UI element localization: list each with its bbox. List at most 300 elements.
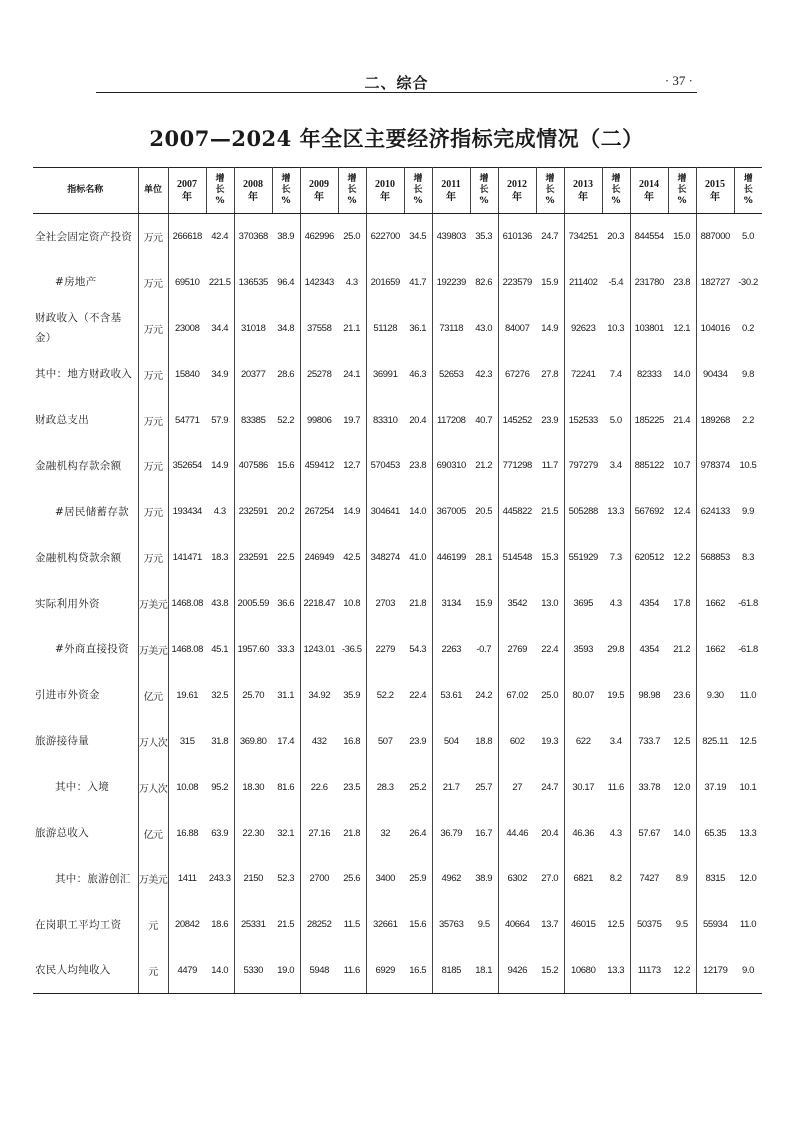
growth-cell: 14.0 <box>668 810 696 856</box>
column-header-year <box>498 168 536 214</box>
value-cell: 602 <box>509 735 525 747</box>
value-cell: 23008 <box>175 322 200 334</box>
growth-cell: 31.8 <box>206 718 234 764</box>
value-cell: 65.35 <box>704 827 727 839</box>
growth-cell: 41.7 <box>404 259 432 305</box>
growth-cell: 24.7 <box>536 214 564 260</box>
value-cell: 620512 <box>634 552 664 564</box>
value-cell: 34.92 <box>308 689 331 701</box>
year-suffix: 年 <box>512 191 522 203</box>
table-row <box>33 351 762 397</box>
value-cell: 2005.59 <box>237 598 270 610</box>
value-cell: 185225 <box>634 414 664 426</box>
growth-label-char: % <box>215 196 225 206</box>
growth-cell: 10.7 <box>668 443 696 489</box>
value-cell: 8185 <box>432 948 470 994</box>
growth-cell: 20.4 <box>404 397 432 443</box>
indicator-unit: 万元 <box>138 259 168 305</box>
growth-cell: 8.9 <box>668 856 696 902</box>
value-cell: 1662 <box>705 643 726 655</box>
growth-cell: 2.2 <box>741 414 754 426</box>
growth-cell: 27.8 <box>536 351 564 397</box>
indicator-name: 金融机构贷款余额 <box>33 535 138 581</box>
year-suffix: 年 <box>314 191 324 203</box>
growth-cell: 21.4 <box>668 397 696 443</box>
growth-cell: 12.2 <box>668 535 696 581</box>
value-cell: 266618 <box>172 231 202 243</box>
value-cell: 3542 <box>507 598 528 610</box>
value-cell: 37558 <box>307 322 332 334</box>
value-cell: 4354 <box>639 598 660 610</box>
growth-cell: 20.4 <box>536 810 564 856</box>
table-row <box>33 489 762 535</box>
value-cell: 505288 <box>568 506 598 518</box>
column-header-growth <box>734 168 762 214</box>
table-row <box>33 305 762 351</box>
value-cell: 192239 <box>436 276 466 288</box>
growth-cell: 11.7 <box>536 443 564 489</box>
growth-cell: 21.8 <box>338 810 366 856</box>
growth-cell: 9.8 <box>741 368 754 380</box>
value-cell: 6821 <box>573 873 594 885</box>
value-cell: 104016 <box>700 322 730 334</box>
value-cell: 622700 <box>370 231 400 243</box>
growth-cell: 15.9 <box>536 259 564 305</box>
indicator-name: 实际利用外资 <box>33 581 138 627</box>
growth-cell: 24.2 <box>470 672 498 718</box>
growth-cell: 12.4 <box>668 489 696 535</box>
value-cell: 825.11 <box>702 735 729 747</box>
value-cell: 733.7 <box>638 735 661 747</box>
growth-cell: 13.3 <box>602 948 630 994</box>
growth-cell: 12.0 <box>739 873 757 885</box>
growth-cell: 16.7 <box>470 810 498 856</box>
column-header-growth <box>404 168 432 214</box>
table-row <box>33 810 762 856</box>
value-cell: 4354 <box>639 643 660 655</box>
value-cell: 27.16 <box>308 827 331 839</box>
value-cell: 67276 <box>505 368 530 380</box>
growth-cell: 34.5 <box>404 214 432 260</box>
value-cell: 1957.60 <box>237 643 270 655</box>
growth-cell: 3.4 <box>602 718 630 764</box>
growth-cell: 22.4 <box>536 627 564 673</box>
growth-cell: 34.9 <box>206 351 234 397</box>
growth-cell: 31.1 <box>272 672 300 718</box>
growth-label-char: 增 <box>545 174 555 184</box>
growth-label-char: 增 <box>281 174 291 184</box>
year-label: 2008 <box>243 178 263 190</box>
value-cell: 10680 <box>564 948 602 994</box>
value-cell: 734251 <box>568 231 598 243</box>
value-cell: 82333 <box>637 368 662 380</box>
growth-cell: 32.5 <box>206 672 234 718</box>
growth-cell: 42.5 <box>338 535 366 581</box>
value-cell: 5330 <box>234 948 272 994</box>
year-label: 2009 <box>309 178 329 190</box>
growth-cell: 14.0 <box>206 948 234 994</box>
indicator-unit: 亿元 <box>138 672 168 718</box>
value-cell: 6302 <box>507 873 528 885</box>
growth-cell: 4.3 <box>602 810 630 856</box>
column-header-unit: 单位 <box>138 168 168 214</box>
growth-cell: 57.9 <box>206 397 234 443</box>
value-cell: 223579 <box>502 276 532 288</box>
growth-cell: 21.5 <box>272 902 300 948</box>
growth-cell: 19.3 <box>536 718 564 764</box>
value-cell: 46015 <box>571 919 596 931</box>
indicator-name: 旅游总收入 <box>33 810 138 856</box>
value-cell: 12179 <box>696 948 734 994</box>
growth-cell: 0.2 <box>741 322 754 334</box>
value-cell: 84007 <box>505 322 530 334</box>
growth-label-char: 增 <box>743 174 753 184</box>
growth-cell: 221.5 <box>206 259 234 305</box>
growth-cell: 52.2 <box>272 397 300 443</box>
value-cell: 145252 <box>502 414 532 426</box>
growth-cell: 13.3 <box>602 489 630 535</box>
growth-cell: 22.5 <box>272 535 300 581</box>
growth-cell: 21.1 <box>338 305 366 351</box>
growth-cell: 32.1 <box>272 810 300 856</box>
growth-cell: 40.7 <box>470 397 498 443</box>
value-cell: 22.6 <box>310 781 328 793</box>
value-cell: 31018 <box>241 322 266 334</box>
value-cell: 567692 <box>634 506 664 518</box>
growth-cell: 19.7 <box>338 397 366 443</box>
value-cell: 15840 <box>175 368 200 380</box>
growth-label-char: % <box>677 196 687 206</box>
indicator-name: 全社会固定资产投资 <box>33 214 138 260</box>
value-cell: 21.7 <box>442 781 460 793</box>
growth-label-char: 长 <box>677 185 687 195</box>
value-cell: 44.46 <box>506 827 529 839</box>
growth-cell: 27.0 <box>536 856 564 902</box>
indicator-name: 其中：地方财政收入 <box>33 351 138 397</box>
growth-cell: 21.2 <box>470 443 498 489</box>
column-header-growth <box>668 168 696 214</box>
growth-cell: -0.7 <box>470 627 498 673</box>
indicator-unit: 元 <box>138 948 168 994</box>
growth-label-char: 增 <box>611 174 621 184</box>
growth-cell: 25.0 <box>338 214 366 260</box>
value-cell: 55934 <box>703 919 728 931</box>
growth-label-char: 长 <box>545 185 555 195</box>
growth-cell: 12.5 <box>668 718 696 764</box>
indicator-unit: 万元 <box>138 535 168 581</box>
indicator-name: 财政总支出 <box>33 397 138 443</box>
column-header-growth <box>206 168 234 214</box>
indicator-unit: 万元 <box>138 443 168 489</box>
table-row <box>33 627 762 673</box>
growth-cell: 21.8 <box>404 581 432 627</box>
growth-cell: 14.0 <box>404 489 432 535</box>
indicator-name: #房地产 <box>33 259 138 305</box>
header-rule <box>96 92 697 93</box>
value-cell: 462996 <box>304 231 334 243</box>
value-cell: 141471 <box>172 552 202 564</box>
growth-label-char: 增 <box>347 174 357 184</box>
growth-cell: -61.8 <box>738 643 758 655</box>
value-cell: 117208 <box>436 414 466 426</box>
table-row <box>33 718 762 764</box>
table-row <box>33 764 762 810</box>
growth-cell: 13.3 <box>739 827 757 839</box>
value-cell: 52.2 <box>376 689 394 701</box>
table-row <box>33 443 762 489</box>
column-header-growth <box>338 168 366 214</box>
growth-cell: 5.0 <box>602 397 630 443</box>
growth-cell: 12.5 <box>602 902 630 948</box>
value-cell: 568853 <box>700 552 730 564</box>
growth-label-char: % <box>545 196 555 206</box>
year-label: 2012 <box>507 178 527 190</box>
column-header-indicator: 指标名称 <box>33 168 138 214</box>
value-cell: 54771 <box>175 414 200 426</box>
value-cell: 315 <box>179 735 195 747</box>
column-header-year <box>630 168 668 214</box>
value-cell: 28252 <box>307 919 332 931</box>
indicator-name: 其中：入境 <box>33 764 138 810</box>
value-cell: 2279 <box>375 643 396 655</box>
growth-cell: 23.9 <box>404 718 432 764</box>
value-cell: 32661 <box>373 919 398 931</box>
growth-cell: 8.3 <box>741 552 754 564</box>
column-header-growth <box>272 168 300 214</box>
growth-cell: 24.7 <box>536 764 564 810</box>
growth-cell: 15.6 <box>272 443 300 489</box>
value-cell: 1468.08 <box>171 643 204 655</box>
growth-cell: 11.0 <box>739 919 757 931</box>
value-cell: 50375 <box>637 919 662 931</box>
value-cell: 348274 <box>370 552 400 564</box>
growth-cell: 34.8 <box>272 305 300 351</box>
growth-cell: -61.8 <box>738 598 758 610</box>
growth-label-char: % <box>413 196 423 206</box>
value-cell: 367005 <box>436 506 466 518</box>
growth-cell: 18.8 <box>470 718 498 764</box>
value-cell: 25331 <box>241 919 266 931</box>
growth-cell: 11.0 <box>739 689 757 701</box>
growth-cell: 17.4 <box>272 718 300 764</box>
indicator-unit: 万美元 <box>138 627 168 673</box>
section-title: 二、综合 <box>364 74 429 92</box>
value-cell: 690310 <box>436 460 466 472</box>
value-cell: 2703 <box>375 598 396 610</box>
growth-cell: 14.0 <box>668 351 696 397</box>
value-cell: 92623 <box>571 322 596 334</box>
growth-cell: 43.0 <box>470 305 498 351</box>
indicator-unit: 元 <box>138 902 168 948</box>
value-cell: 9426 <box>498 948 536 994</box>
value-cell: 27 <box>512 781 523 793</box>
indicator-unit: 万元 <box>138 351 168 397</box>
growth-cell: 4.3 <box>206 489 234 535</box>
year-label: 2013 <box>573 178 593 190</box>
growth-cell: 20.5 <box>470 489 498 535</box>
indicator-unit: 万人次 <box>138 718 168 764</box>
value-cell: 2218.47 <box>303 598 336 610</box>
value-cell: 369.80 <box>239 735 267 747</box>
growth-cell: 18.1 <box>470 948 498 994</box>
value-cell: 90434 <box>703 368 728 380</box>
value-cell: 507 <box>377 735 393 747</box>
growth-cell: 42.4 <box>206 214 234 260</box>
growth-cell: 12.0 <box>668 764 696 810</box>
value-cell: 6929 <box>366 948 404 994</box>
value-cell: 7427 <box>639 873 660 885</box>
column-header-growth <box>470 168 498 214</box>
column-header-growth <box>602 168 630 214</box>
growth-label-char: % <box>611 196 621 206</box>
growth-cell: 24.1 <box>338 351 366 397</box>
value-cell: 622 <box>575 735 591 747</box>
table-row <box>33 581 762 627</box>
value-cell: 51128 <box>373 322 398 334</box>
growth-label-char: % <box>743 196 753 206</box>
column-header-year <box>564 168 602 214</box>
value-cell: 407586 <box>238 460 268 472</box>
growth-label-char: 增 <box>677 174 687 184</box>
value-cell: 232591 <box>238 506 268 518</box>
growth-cell: 23.8 <box>404 443 432 489</box>
growth-cell: 15.2 <box>536 948 564 994</box>
growth-cell: 54.3 <box>404 627 432 673</box>
growth-label-char: 长 <box>347 185 357 195</box>
indicator-name: #居民储蓄存款 <box>33 489 138 535</box>
growth-cell: -36.5 <box>338 627 366 673</box>
indicator-unit: 万元 <box>138 305 168 351</box>
growth-cell: 18.6 <box>206 902 234 948</box>
growth-cell: 81.6 <box>272 764 300 810</box>
growth-label-char: 长 <box>611 185 621 195</box>
growth-label-char: 长 <box>743 185 753 195</box>
indicators-table <box>33 167 762 994</box>
growth-cell: 25.6 <box>338 856 366 902</box>
year-label: 2015 <box>705 178 725 190</box>
value-cell: 22.30 <box>242 827 265 839</box>
value-cell: 446199 <box>436 552 466 564</box>
growth-cell: -5.4 <box>602 259 630 305</box>
growth-cell: 9.5 <box>668 902 696 948</box>
value-cell: 9.30 <box>706 689 724 701</box>
column-header-year <box>432 168 470 214</box>
value-cell: 72241 <box>571 368 596 380</box>
growth-cell: 21.2 <box>668 627 696 673</box>
value-cell: 11173 <box>630 948 668 994</box>
table-body <box>33 214 762 994</box>
indicator-unit: 万美元 <box>138 581 168 627</box>
growth-label-char: 长 <box>281 185 291 195</box>
value-cell: 1662 <box>705 598 726 610</box>
value-cell: 103801 <box>634 322 664 334</box>
value-cell: 20377 <box>241 368 266 380</box>
column-header-year <box>300 168 338 214</box>
indicator-unit: 万元 <box>138 214 168 260</box>
value-cell: 304641 <box>370 506 400 518</box>
value-cell: 20842 <box>175 919 200 931</box>
value-cell: 142343 <box>304 276 334 288</box>
value-cell: 201659 <box>370 276 400 288</box>
table-row <box>33 672 762 718</box>
growth-cell: 63.9 <box>206 810 234 856</box>
indicator-name: 旅游接待量 <box>33 718 138 764</box>
value-cell: 3593 <box>573 643 594 655</box>
growth-cell: 41.0 <box>404 535 432 581</box>
growth-cell: 9.0 <box>734 948 762 994</box>
growth-cell: 23.6 <box>668 672 696 718</box>
table-row <box>33 397 762 443</box>
growth-cell: 17.8 <box>668 581 696 627</box>
growth-cell: 28.6 <box>272 351 300 397</box>
value-cell: 211402 <box>568 276 598 288</box>
value-cell: 771298 <box>502 460 532 472</box>
growth-cell: 9.5 <box>470 902 498 948</box>
value-cell: 40664 <box>505 919 530 931</box>
column-header-year <box>168 168 206 214</box>
table-row <box>33 948 762 994</box>
value-cell: 83310 <box>373 414 398 426</box>
value-cell: 459412 <box>304 460 334 472</box>
growth-cell: 26.4 <box>404 810 432 856</box>
growth-cell: 33.3 <box>272 627 300 673</box>
value-cell: 36.79 <box>440 827 463 839</box>
value-cell: 1468.08 <box>171 598 204 610</box>
value-cell: 4479 <box>168 948 206 994</box>
growth-cell: 43.8 <box>206 581 234 627</box>
value-cell: 1411 <box>177 873 197 885</box>
value-cell: 887000 <box>700 231 730 243</box>
growth-cell: 15.9 <box>470 581 498 627</box>
growth-label-char: % <box>281 196 291 206</box>
value-cell: 551929 <box>568 552 598 564</box>
value-cell: 193434 <box>172 506 202 518</box>
value-cell: 4962 <box>441 873 462 885</box>
value-cell: 57.67 <box>638 827 661 839</box>
indicator-name: 财政收入（不含基金） <box>33 305 138 351</box>
year-label: 2010 <box>375 178 395 190</box>
growth-cell: 11.5 <box>338 902 366 948</box>
value-cell: 514548 <box>502 552 532 564</box>
table-row <box>33 259 762 305</box>
year-suffix: 年 <box>710 191 720 203</box>
value-cell: 25.70 <box>242 689 265 701</box>
growth-cell: 243.3 <box>206 856 234 902</box>
value-cell: 624133 <box>700 506 730 518</box>
value-cell: 570453 <box>370 460 400 472</box>
growth-label-char: % <box>479 196 489 206</box>
value-cell: 25278 <box>307 368 332 380</box>
value-cell: 189268 <box>700 414 730 426</box>
growth-cell: 95.2 <box>206 764 234 810</box>
value-cell: 3400 <box>375 873 396 885</box>
column-header-year <box>234 168 272 214</box>
growth-cell: 7.4 <box>602 351 630 397</box>
growth-cell: 3.4 <box>602 443 630 489</box>
growth-cell: 11.6 <box>602 764 630 810</box>
growth-cell: 21.5 <box>536 489 564 535</box>
value-cell: 83385 <box>241 414 266 426</box>
growth-cell: 10.8 <box>338 581 366 627</box>
table-row <box>33 214 762 260</box>
value-cell: 352654 <box>172 460 202 472</box>
year-suffix: 年 <box>182 191 192 203</box>
growth-cell: 19.0 <box>272 948 300 994</box>
growth-cell: 16.8 <box>338 718 366 764</box>
growth-cell: 12.5 <box>739 735 757 747</box>
value-cell: 439803 <box>436 231 466 243</box>
growth-cell: 52.3 <box>272 856 300 902</box>
